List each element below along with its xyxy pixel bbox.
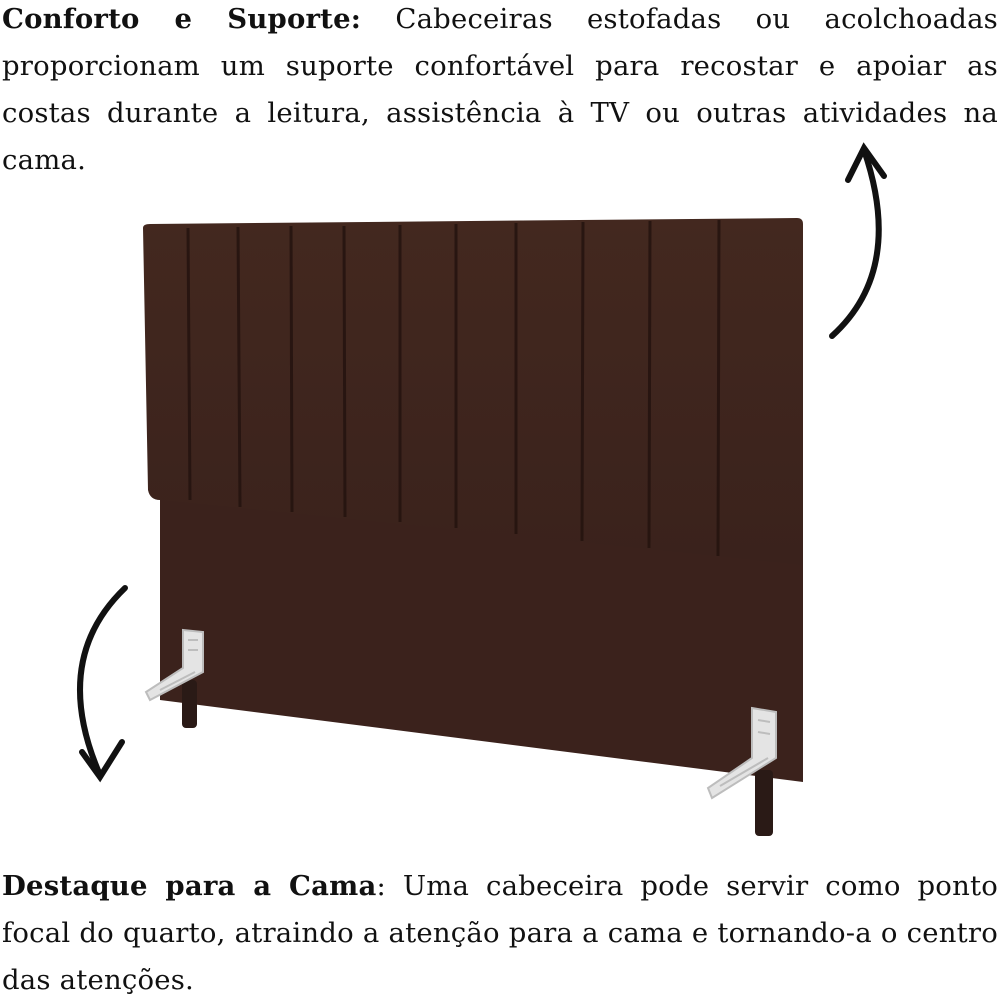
bed-highlight-paragraph — [2, 863, 998, 1004]
bed-highlight-body: : Uma cabeceira pode servir como ponto focal do quarto, atraindo a atenção para a cama e tornando-a o centro das atenções. — [2, 870, 998, 996]
comfort-body: Cabeceiras estofadas ou acolchoadas proporcionam um suporte confortável para recostar e apoiar as costas durante a leitura, assistência à TV ou outras atividades na cama. — [2, 3, 998, 176]
comfort-heading: Conforto e Suporte: — [2, 3, 362, 35]
headboard-leg-left — [182, 680, 197, 728]
arrow-up-icon — [832, 148, 884, 336]
arrow-down-icon — [80, 588, 125, 777]
bed-highlight-heading: Destaque para a Cama — [2, 870, 377, 902]
headboard-leg-right — [755, 770, 773, 836]
